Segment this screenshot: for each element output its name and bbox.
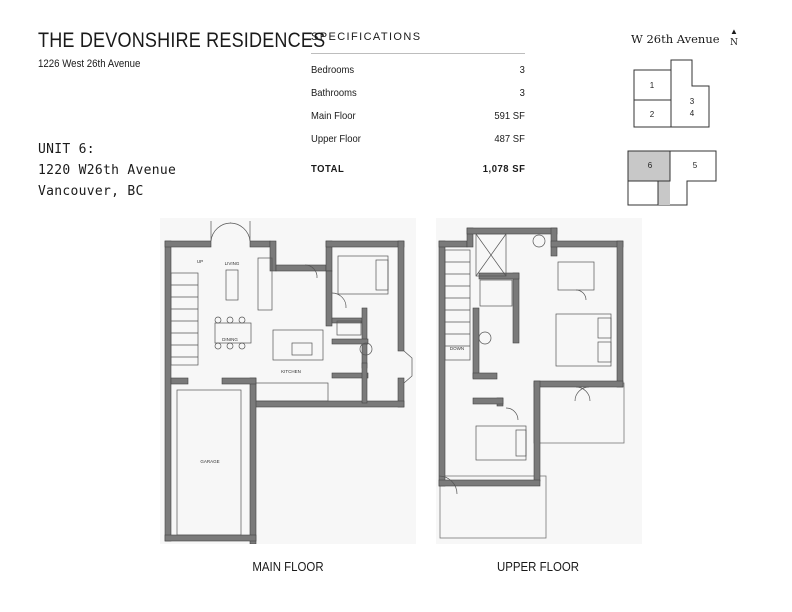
- spec-value: 591 SF: [494, 110, 525, 122]
- street-label: W 26th Avenue: [631, 32, 720, 46]
- spec-row-bedrooms: [311, 64, 525, 76]
- room-label-kitchen: KITCHEN: [281, 369, 301, 374]
- key-label-6: 6: [647, 161, 653, 170]
- spec-row-bathrooms: [311, 87, 525, 99]
- spec-label: Bathrooms: [311, 87, 357, 99]
- specifications-divider: [311, 53, 525, 54]
- spec-total-value: 1,078 SF: [482, 163, 525, 175]
- key-label-4: 4: [689, 109, 695, 118]
- project-address: 1226 West 26th Avenue: [38, 58, 141, 70]
- room-label-living: LIVING: [224, 261, 240, 266]
- spec-value: 3: [519, 87, 525, 99]
- north-arrow-icon: ▲: [730, 27, 738, 36]
- main-floor-caption: MAIN FLOOR: [252, 559, 324, 574]
- main-floor-plan: [160, 218, 416, 544]
- spec-label: Bedrooms: [311, 64, 355, 76]
- spec-row-total: [311, 163, 525, 175]
- key-label-2: 2: [649, 110, 655, 119]
- specifications-heading: SPECIFICATIONS: [311, 31, 422, 43]
- room-label-garage: GARAGE: [200, 459, 220, 464]
- site-key-plan: [620, 58, 730, 208]
- page-title: THE DEVONSHIRE RESIDENCES: [38, 29, 326, 52]
- upper-floor-caption: UPPER FLOOR: [496, 559, 580, 574]
- unit-number: UNIT 6:: [38, 142, 95, 157]
- spec-value: 3: [519, 64, 525, 76]
- unit-street: 1220 W26th Avenue: [38, 163, 177, 178]
- room-label-dining: DINING: [222, 337, 238, 342]
- spec-value: 487 SF: [494, 133, 525, 145]
- spec-label: Upper Floor: [311, 133, 361, 145]
- north-label: N: [730, 38, 738, 48]
- spec-row-upper-floor: [311, 133, 525, 145]
- key-label-3: 3: [689, 97, 695, 106]
- spec-row-main-floor: [311, 110, 525, 122]
- spec-total-label: TOTAL: [311, 163, 345, 175]
- spec-label: Main Floor: [311, 110, 356, 122]
- stair-label-down: DOWN: [449, 346, 465, 351]
- upper-floor-plan: [436, 218, 642, 544]
- key-label-5: 5: [692, 161, 698, 170]
- stair-label-up: UP: [196, 259, 204, 264]
- key-label-1: 1: [649, 81, 655, 90]
- unit-city: Vancouver, BC: [38, 184, 144, 199]
